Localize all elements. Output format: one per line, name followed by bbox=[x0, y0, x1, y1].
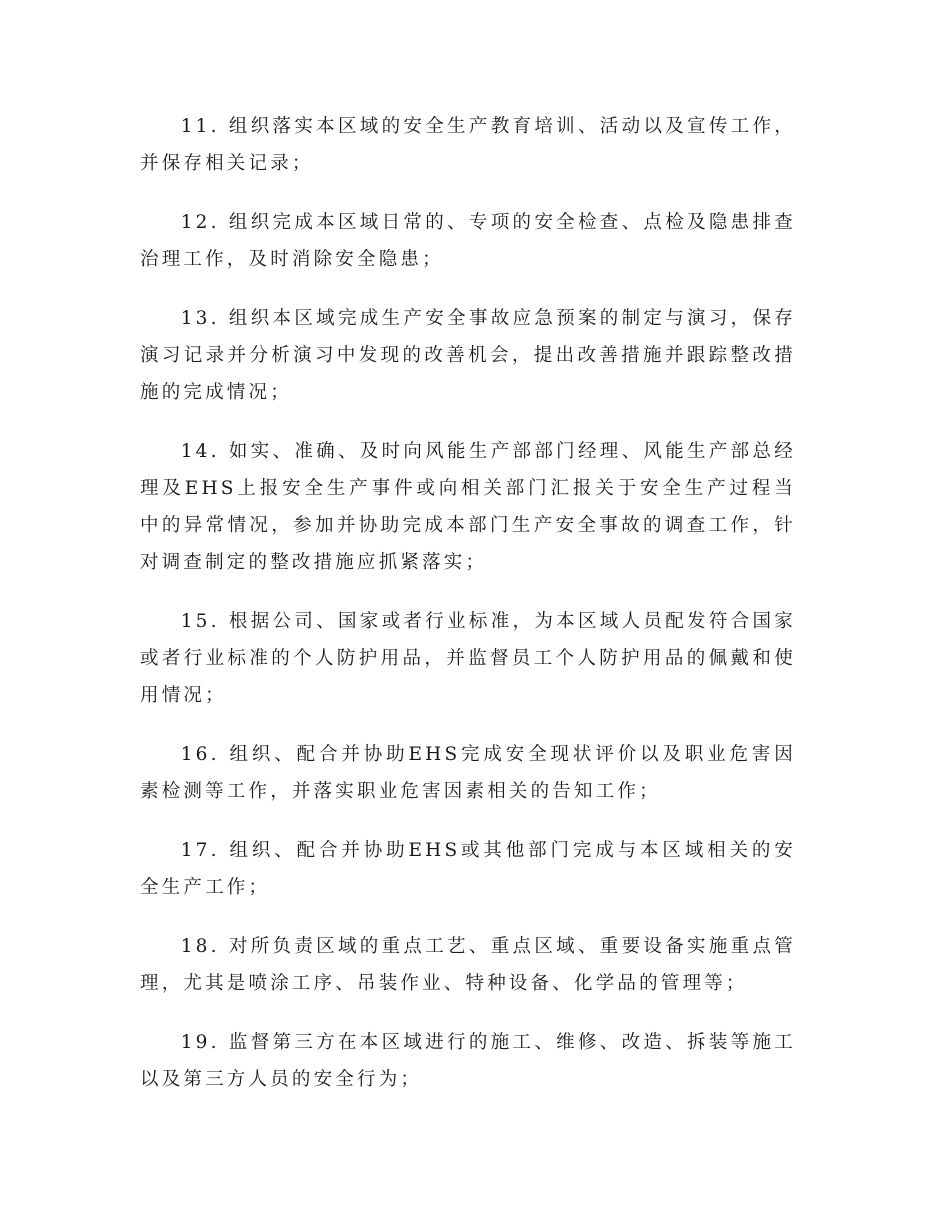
paragraph-item-11: 11. 组织落实本区域的安全生产教育培训、活动以及宣传工作，并保存相关记录； bbox=[140, 116, 796, 174]
paragraph-item-19: 19. 监督第三方在本区域进行的施工、维修、改造、拆装等施工以及第三方人员的安全行为； bbox=[140, 1032, 796, 1090]
paragraph-item-17: 17. 组织、配合并协助EHS或其他部门完成与本区域相关的安全生产工作； bbox=[140, 840, 796, 898]
paragraph-item-18: 18. 对所负责区域的重点工艺、重点区域、重要设备实施重点管理，尤其是喷涂工序、吊装作业、特种设备、化学品的管理等； bbox=[140, 936, 796, 994]
paragraph-item-16: 16. 组织、配合并协助EHS完成安全现状评价以及职业危害因素检测等工作，并落实职业危害因素相关的告知工作； bbox=[140, 744, 796, 802]
paragraph-item-14: 14. 如实、准确、及时向风能生产部部门经理、风能生产部总经理及EHS上报安全生产事件或向相关部门汇报关于安全生产过程当中的异常情况，参加并协助完成本部门生产安全事故的调查工作，针对调查制定的整改措施应抓紧落实； bbox=[140, 441, 796, 573]
paragraph-item-12: 12. 组织完成本区域日常的、专项的安全检查、点检及隐患排查治理工作，及时消除安全隐患； bbox=[140, 212, 796, 270]
paragraph-item-15: 15. 根据公司、国家或者行业标准，为本区域人员配发符合国家或者行业标准的个人防护用品，并监督员工个人防护用品的佩戴和使用情况； bbox=[140, 611, 796, 706]
document-body bbox=[140, 108, 796, 1120]
paragraph-item-13: 13. 组织本区域完成生产安全事故应急预案的制定与演习，保存演习记录并分析演习中发现的改善机会，提出改善措施并跟踪整改措施的完成情况； bbox=[140, 308, 796, 403]
